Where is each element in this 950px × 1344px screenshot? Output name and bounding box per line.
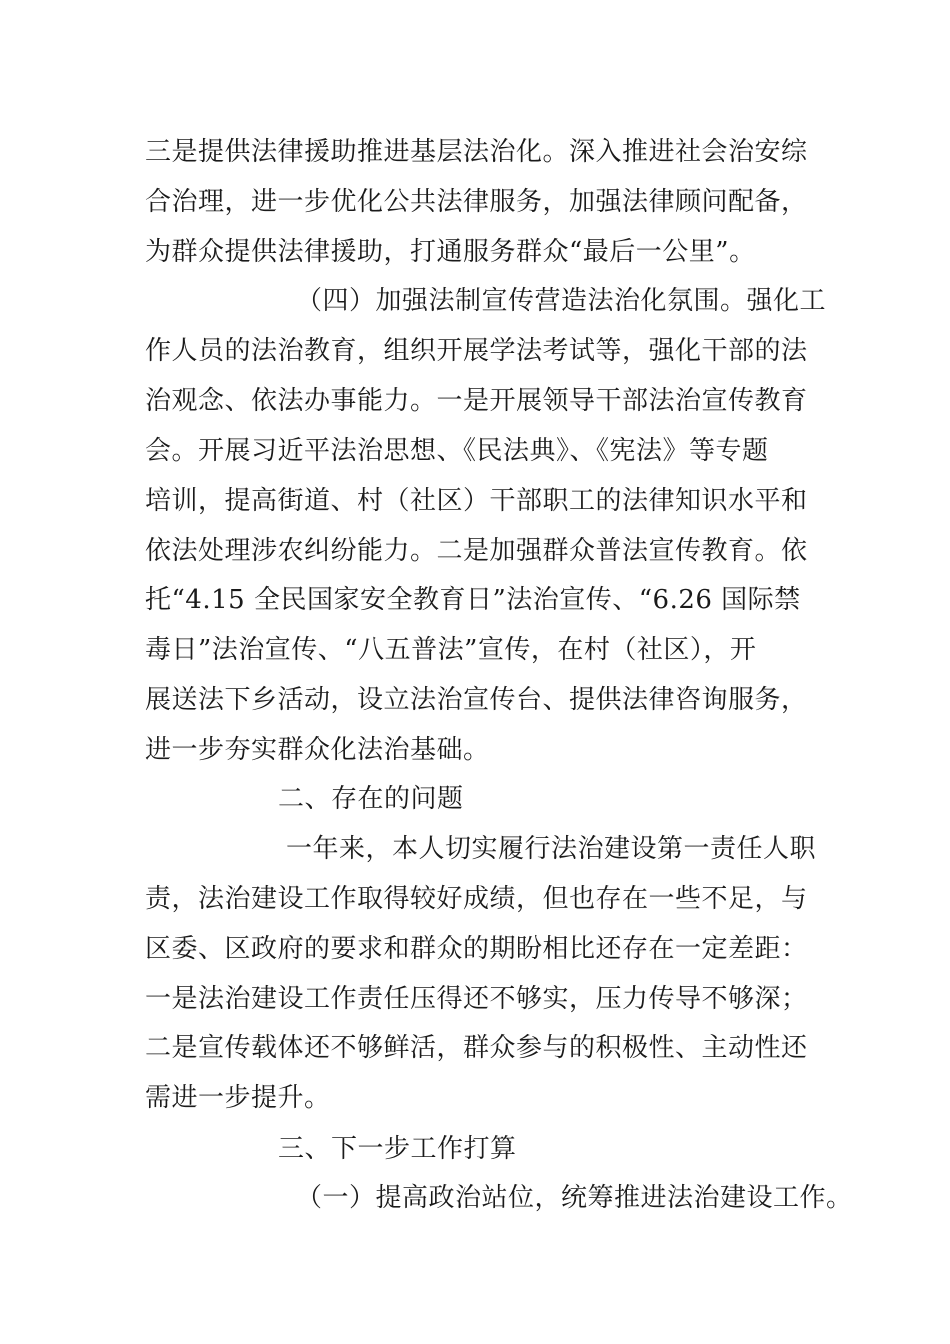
text-line: 一是法治建设工作责任压得还不够实，压力传导不够深； — [145, 984, 808, 1014]
text-line: 需进一步提升。 — [145, 1083, 331, 1113]
text-line: 责，法治建设工作取得较好成绩，但也存在一些不足，与 — [145, 884, 808, 914]
text-line: 一年来，本人切实履行法治建设第一责任人职 — [286, 834, 817, 864]
section-heading: （一）提高政治站位，统筹推进法治建设工作。 — [296, 1183, 853, 1213]
text-line: 依法处理涉农纠纷能力。二是加强群众普法宣传教育。依 — [145, 536, 808, 566]
text-line: 进一步夯实群众化法治基础。 — [145, 735, 490, 765]
text-line: 会。开展习近平法治思想、《民法典》、《宪法》等专题 — [145, 436, 769, 466]
text-line: 作人员的法治教育，组织开展学法考试等，强化干部的法 — [145, 336, 808, 366]
text-line: 合治理，进一步优化公共法律服务，加强法律顾问配备， — [145, 187, 808, 217]
section-heading: 二、存在的问题 — [278, 784, 464, 814]
section-heading: （四）加强法制宣传营造法治化氛围。强化工 — [296, 286, 827, 316]
text-line: 二是宣传载体还不够鲜活，群众参与的积极性、主动性还 — [145, 1033, 808, 1063]
text-line: 为群众提供法律援助，打通服务群众“最后一公里”。 — [145, 237, 756, 267]
section-heading: 三、下一步工作打算 — [278, 1134, 517, 1164]
text-line: 培训，提高街道、村（社区）干部职工的法律知识水平和 — [145, 486, 808, 516]
text-line: 展送法下乡活动，设立法治宣传台、提供法律咨询服务， — [145, 685, 808, 715]
text-line: 区委、区政府的要求和群众的期盼相比还存在一定差距： — [145, 934, 808, 964]
text-line: 托“4.15 全民国家安全教育日”法治宣传、“6.26 国际禁 — [145, 585, 801, 615]
text-line: 治观念、依法办事能力。一是开展领导干部法治宣传教育 — [145, 386, 808, 416]
text-line: 毒日”法治宣传、“八五普法”宣传，在村（社区），开 — [145, 635, 757, 665]
text-line: 三是提供法律援助推进基层法治化。深入推进社会治安综 — [145, 137, 808, 167]
